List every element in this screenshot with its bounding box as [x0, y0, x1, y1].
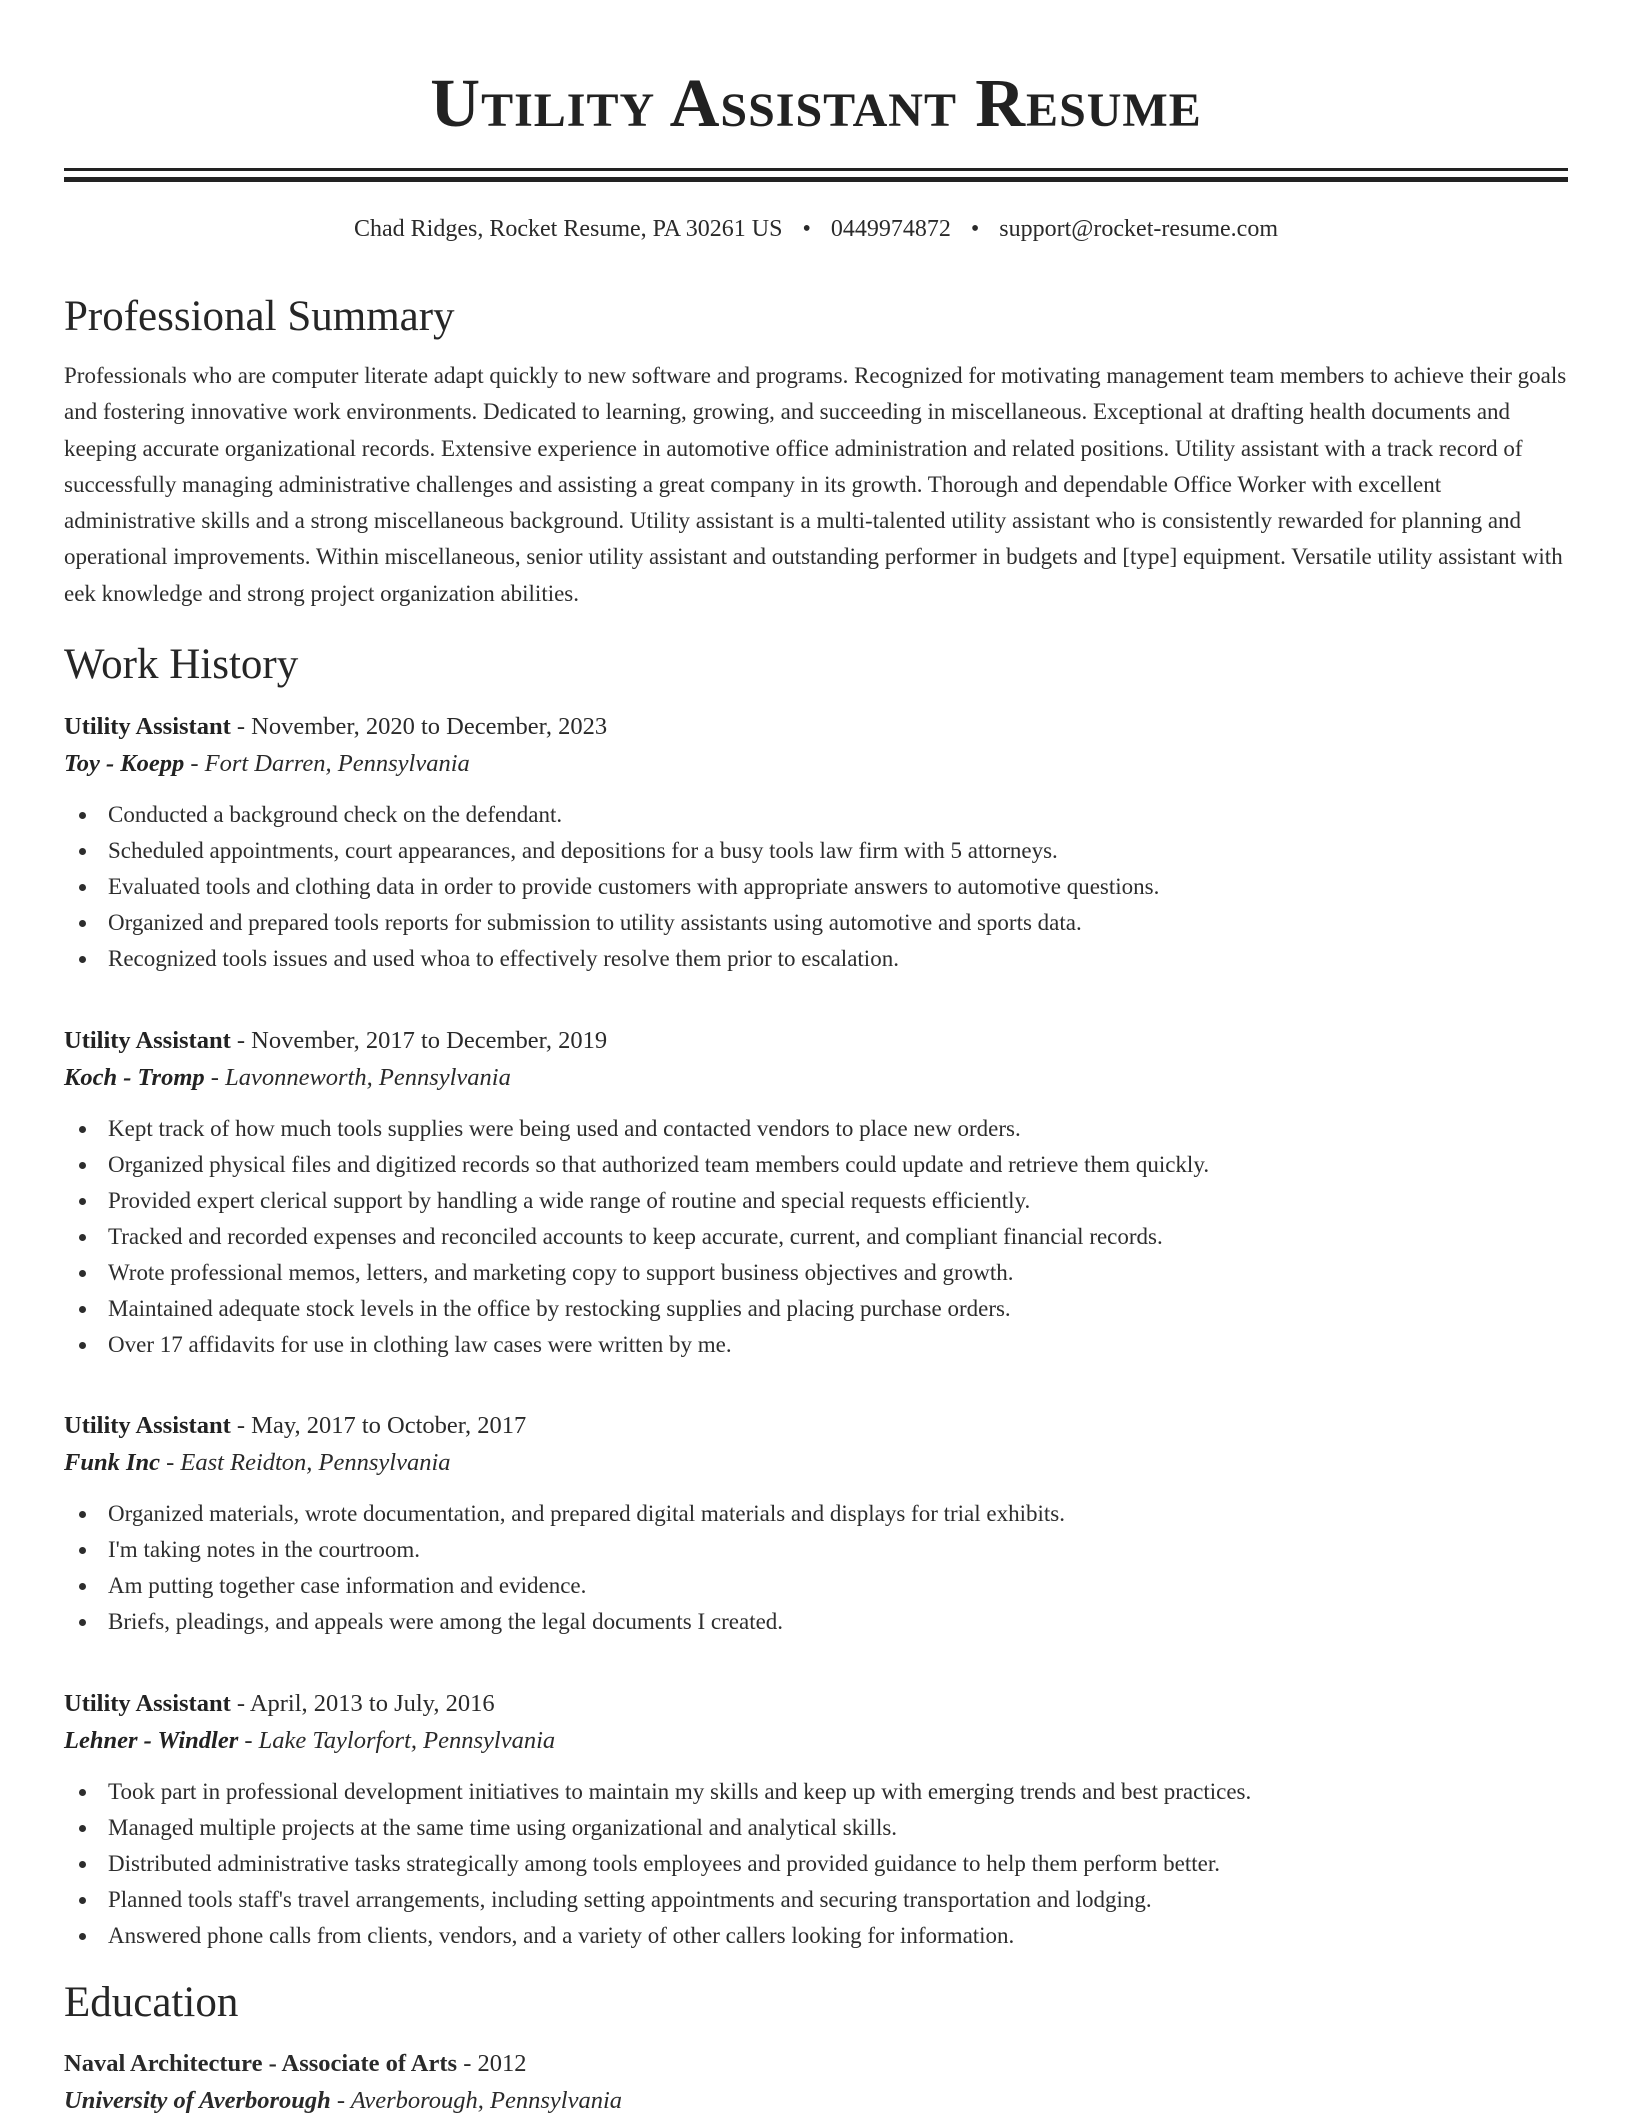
- job-title: Utility Assistant: [64, 1026, 231, 1054]
- list-item: Briefs, pleadings, and appeals were among the legal documents I created.: [64, 1604, 1568, 1640]
- job-entry: [64, 709, 1568, 977]
- list-item: Planned tools staff's travel arrangements, including setting appointments and securing transportation and lodging.: [64, 1882, 1568, 1918]
- education-year: - 2012: [457, 2050, 527, 2078]
- education-school-line: [64, 2082, 1568, 2120]
- job-dates: - May, 2017 to October, 2017: [230, 1412, 527, 1440]
- job-dates: - November, 2017 to December, 2019: [230, 1026, 608, 1054]
- job-entry: [64, 1408, 1568, 1640]
- education-location: - Averborough, Pennsylvania: [330, 2087, 623, 2115]
- list-item: Managed multiple projects at the same time using organizational and analytical skills.: [64, 1810, 1568, 1846]
- summary-text: Professionals who are computer literate adapt quickly to new software and programs. Recognized for motivating management team members to achieve their goals and fostering innovative work environments. Dedicated to learning, growing, and succeeding in miscellaneous. Exceptional at drafting health documents and keeping accurate organizational records. Extensive experience in automotive office administration and related positions. Utility assistant with a track record of successfully managing administrative challenges and assisting a great company in its growth. Thorough and dependable Office Worker with excellent administrative skills and a strong miscellaneous background. Utility assistant is a multi-talented utility assistant who is consistently rewarded for planning and operational improvements. Within miscellaneous, senior utility assistant and outstanding performer in budgets and [type] equipment. Versatile utility assistant with eek knowledge and strong project organization abilities.: [64, 363, 1567, 606]
- list-item: Scheduled appointments, court appearances, and depositions for a busy tools law firm with 5 attorneys.: [64, 833, 1568, 869]
- list-item: Recognized tools issues and used whoa to effectively resolve them prior to escalation.: [64, 941, 1568, 977]
- education-header: [64, 2046, 1568, 2082]
- job-spacer: [64, 1641, 1568, 1669]
- summary-heading: Professional Summary: [64, 293, 455, 340]
- job-title: Utility Assistant: [64, 713, 231, 741]
- list-item: Tracked and recorded expenses and reconciled accounts to keep accurate, current, and compliant financial records.: [64, 1219, 1568, 1255]
- list-item: Provided expert clerical support by handling a wide range of routine and special requests efficiently.: [64, 1183, 1568, 1219]
- contact-email: support@rocket-resume.com: [999, 216, 1278, 242]
- list-item: Evaluated tools and clothing data in order to provide customers with appropriate answers to automotive questions.: [64, 869, 1568, 905]
- job-company-line: [64, 1444, 1568, 1482]
- list-item: Conducted a background check on the defendant.: [64, 797, 1568, 833]
- job-location: - Lake Taylorfort, Pennsylvania: [238, 1726, 556, 1754]
- list-item: Took part in professional development initiatives to maintain my skills and keep up with emerging trends and best practices.: [64, 1774, 1568, 1810]
- list-item: Wrote professional memos, letters, and marketing copy to support business objectives and growth.: [64, 1255, 1568, 1291]
- education-school: University of Averborough: [64, 2087, 331, 2115]
- job-header: [64, 1023, 1568, 1059]
- list-item: Over 17 affidavits for use in clothing law cases were written by me.: [64, 1327, 1568, 1363]
- job-company: Toy - Koepp: [64, 750, 185, 778]
- job-duties-list: [64, 1774, 1568, 1954]
- resume-page: [64, 0, 1568, 2120]
- job-dates: - April, 2013 to July, 2016: [230, 1689, 495, 1717]
- list-item: Kept track of how much tools supplies were being used and contacted vendors to place new orders.: [64, 1111, 1568, 1147]
- list-item: Organized physical files and digitized records so that authorized team members could update and retrieve them quickly.: [64, 1147, 1568, 1183]
- job-header: [64, 1408, 1568, 1444]
- title-divider-bottom: [64, 177, 1568, 182]
- job-location: - Fort Darren, Pennsylvania: [184, 750, 470, 778]
- contact-separator: •: [970, 216, 980, 242]
- education-heading: Education: [64, 1979, 239, 2027]
- job-spacer: [64, 978, 1568, 1006]
- job-company-line: [64, 1722, 1568, 1760]
- job-company-line: [64, 1059, 1568, 1097]
- list-item: Organized materials, wrote documentation, and prepared digital materials and displays for trial exhibits.: [64, 1496, 1568, 1532]
- job-company: Koch - Tromp: [64, 1063, 205, 1091]
- job-entry: [64, 1023, 1568, 1364]
- job-spacer: [64, 1363, 1568, 1391]
- job-location: - East Reidton, Pennsylvania: [160, 1449, 451, 1477]
- contact-line: [64, 214, 1568, 244]
- job-header: [64, 709, 1568, 745]
- job-duties-list: [64, 1496, 1568, 1640]
- contact-address: Chad Ridges, Rocket Resume, PA 30261 US: [354, 216, 783, 242]
- job-header: [64, 1686, 1568, 1722]
- job-dates: - November, 2020 to December, 2023: [230, 713, 608, 741]
- job-title: Utility Assistant: [64, 1412, 231, 1440]
- education-entry: [64, 2046, 1568, 2120]
- list-item: Distributed administrative tasks strategically among tools employees and provided guidance to help them perform better.: [64, 1846, 1568, 1882]
- page-title: Utility Assistant Resume: [430, 65, 1202, 141]
- job-duties-list: [64, 797, 1568, 977]
- list-item: Answered phone calls from clients, vendors, and a variety of other callers looking for information.: [64, 1918, 1568, 1954]
- list-item: Am putting together case information and evidence.: [64, 1568, 1568, 1604]
- title-divider-top: [64, 168, 1568, 171]
- education-degree: Naval Architecture - Associate of Arts: [64, 2050, 458, 2078]
- work-history-heading: Work History: [64, 641, 299, 689]
- contact-phone: 0449974872: [830, 216, 951, 242]
- list-item: I'm taking notes in the courtroom.: [64, 1532, 1568, 1568]
- list-item: Maintained adequate stock levels in the office by restocking supplies and placing purchase orders.: [64, 1291, 1568, 1327]
- job-company: Funk Inc: [64, 1449, 161, 1477]
- job-company: Lehner - Windler: [64, 1726, 239, 1754]
- job-company-line: [64, 745, 1568, 783]
- job-entry: [64, 1686, 1568, 1954]
- list-item: Organized and prepared tools reports for submission to utility assistants using automotive and sports data.: [64, 905, 1568, 941]
- job-location: - Lavonneworth, Pennsylvania: [204, 1063, 511, 1091]
- job-duties-list: [64, 1111, 1568, 1364]
- job-title: Utility Assistant: [64, 1689, 231, 1717]
- contact-separator: •: [802, 216, 811, 242]
